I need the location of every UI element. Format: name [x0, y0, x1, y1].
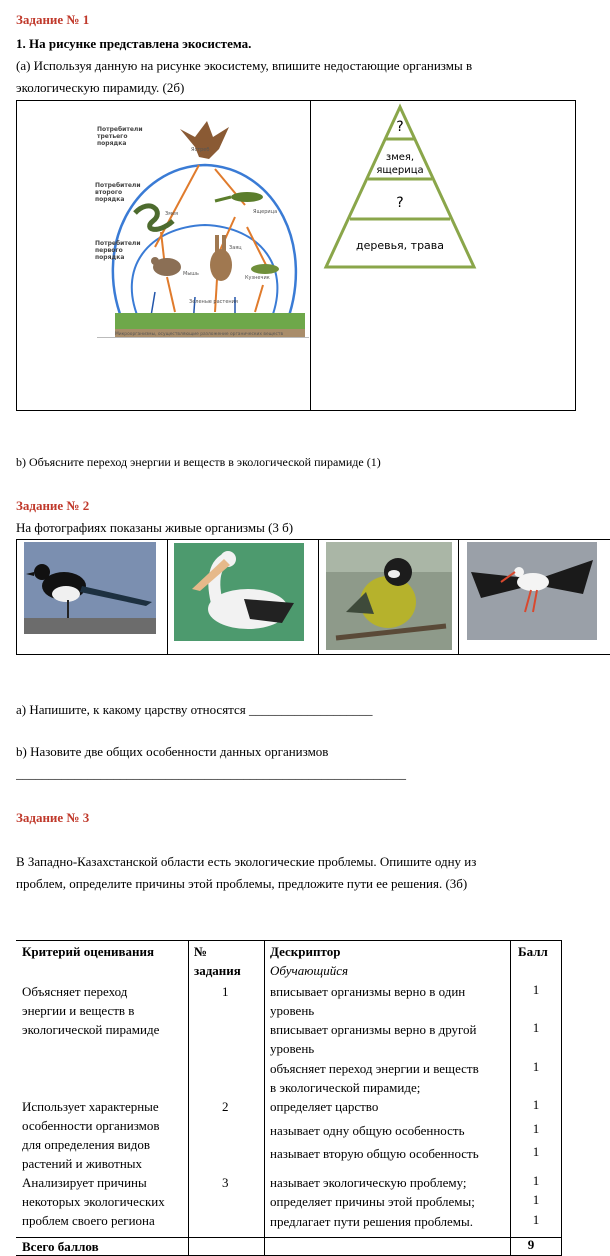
c1-descriptor1-line2: уровень [270, 1003, 315, 1018]
c1-descriptor2-line2: уровень [270, 1041, 315, 1056]
total-value: 9 [527, 1237, 535, 1252]
label-mouse: Мышь [183, 271, 199, 277]
score-6: 1 [532, 1144, 540, 1159]
photo-tit [326, 542, 452, 650]
task3-text-line1: В Западно-Казахстанской области есть экологические проблемы. Опишите одну из [16, 854, 477, 869]
criterion3-line2: некоторых экологических [22, 1194, 165, 1209]
pyramid-level2-line1: змея, [385, 152, 415, 163]
label-snake: Змея [165, 211, 179, 217]
c2-descriptor3: называет вторую общую особенность [270, 1146, 479, 1161]
task1-table [16, 100, 576, 411]
ecosystem-diagram [95, 117, 313, 341]
score-1: 1 [532, 982, 540, 997]
criterion2-line3: для определения видов [22, 1137, 151, 1152]
task1-question-b: b) Объясните переход энергии и веществ в экологической пирамиде (1) [16, 455, 381, 469]
header-descriptor: Дескриптор [270, 944, 341, 959]
c1-descriptor1-line1: вписывает организмы верно в один [270, 984, 466, 999]
criterion2-line2: особенности организмов [22, 1118, 160, 1133]
label-consumer3: Потребители третьего порядка [97, 126, 143, 147]
task2-answer-line: ____________________________________________________________ [16, 766, 406, 781]
task1-instruction-line2: экологическую пирамиду. (2б) [16, 80, 185, 95]
header-score: Балл [518, 944, 548, 959]
pyramid-level4-text: деревья, трава [355, 239, 445, 252]
score-3: 1 [532, 1059, 540, 1074]
criterion3-task-no: 3 [222, 1175, 229, 1190]
c3-descriptor2: определяет причины этой проблемы; [270, 1194, 475, 1209]
label-lizard: Ящерица [253, 209, 278, 215]
photo-magpie [24, 542, 156, 634]
criterion1-line2: энергии и веществ в [22, 1003, 135, 1018]
c1-descriptor2-line1: вписывает организмы верно в другой [270, 1022, 477, 1037]
task2-intro: На фотографиях показаны живые организмы (3 б) [16, 520, 294, 535]
photo-stork [467, 542, 597, 640]
task2-photo-table [16, 539, 610, 655]
task3-heading: Задание № 3 [16, 810, 90, 825]
c2-descriptor2: называет одну общую особенность [270, 1123, 465, 1138]
criterion3-line1: Анализирует причины [22, 1175, 147, 1190]
photo-pelican [174, 543, 304, 641]
label-consumer1: Потребители первого порядка [95, 240, 141, 261]
criterion2-line4: растений и животных [22, 1156, 143, 1171]
criterion2-line1: Использует характерные [22, 1099, 159, 1114]
task1-instruction-line1: (a) Используя данную на рисунке экосистему, впишите недостающие организмы в [16, 58, 473, 73]
c2-descriptor1: определяет царство [270, 1099, 379, 1114]
score-9: 1 [532, 1212, 540, 1227]
criterion3-line3: проблем своего региона [22, 1213, 155, 1228]
header-task-no-2: задания [194, 963, 241, 978]
ecological-pyramid [322, 103, 478, 271]
score-8: 1 [532, 1192, 540, 1207]
task1-title: 1. На рисунке представлена экосистема. [16, 36, 252, 51]
c3-descriptor3: предлагает пути решения проблемы. [270, 1214, 473, 1229]
pyramid-level3-text: ? [396, 195, 404, 211]
score-7: 1 [532, 1173, 540, 1188]
c3-descriptor1: называет экологическую проблему; [270, 1175, 467, 1190]
label-microorganisms: Микроорганизмы, осуществляющие разложение органических веществ [115, 332, 284, 337]
criterion2-task-no: 2 [222, 1099, 229, 1114]
total-label: Всего баллов [22, 1239, 99, 1254]
c1-descriptor3-line1: объясняет переход энергии и веществ [270, 1061, 479, 1076]
criterion1-task-no: 1 [222, 984, 229, 999]
label-grasshopper: Кузнечик [245, 275, 270, 281]
c1-descriptor3-line2: в экологической пирамиде; [270, 1080, 421, 1095]
criterion1-line1: Объясняет переход [22, 984, 128, 999]
task3-text-line2: проблем, определите причины этой проблемы, предложите пути ее решения. (3б) [16, 876, 468, 891]
score-2: 1 [532, 1020, 540, 1035]
label-consumer2: Потребители второго порядка [95, 182, 141, 203]
task2-question-b: b) Назовите две общих особенности данных организмов [16, 744, 329, 759]
task2-heading: Задание № 2 [16, 498, 90, 513]
label-hare: Заяц [229, 245, 242, 251]
criterion1-line3: экологической пирамиде [22, 1022, 160, 1037]
header-task-no-1: № [194, 944, 208, 959]
score-5: 1 [532, 1121, 540, 1136]
pyramid-level1-text: ? [396, 119, 404, 135]
task1-heading: Задание № 1 [16, 12, 90, 27]
header-descriptor-sub: Обучающийся [270, 963, 349, 978]
pyramid-level2-line2: ящерица [376, 165, 424, 176]
score-4: 1 [532, 1097, 540, 1112]
task2-question-a: a) Напишите, к какому царству относятся ___________________ [16, 702, 373, 717]
label-hawk: Ястреб [191, 147, 210, 153]
header-criterion: Критерий оценивания [22, 944, 155, 959]
label-plants: Зеленые растения [189, 299, 238, 305]
